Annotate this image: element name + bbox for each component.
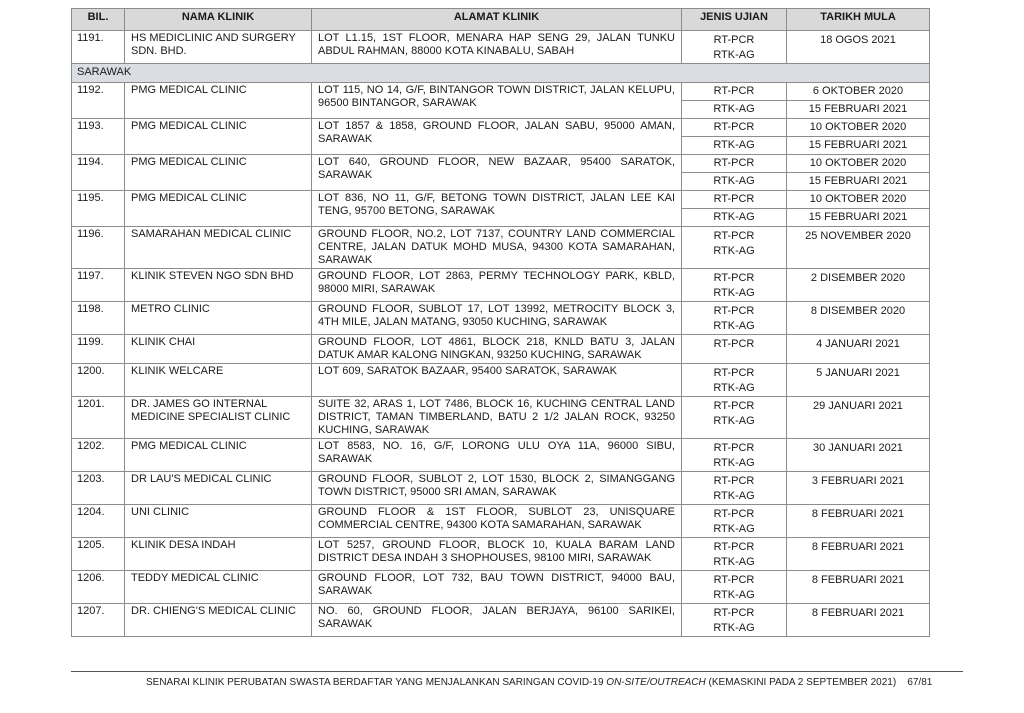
clinic-address: LOT 1857 & 1858, GROUND FLOOR, JALAN SABU, 95000 AMAN, SARAWAK xyxy=(312,119,682,155)
header-nama-klinik: NAMA KLINIK xyxy=(125,9,312,31)
test-type: RTK-AG xyxy=(713,415,755,427)
table-row xyxy=(72,119,930,155)
header-jenis-ujian: JENIS UJIAN xyxy=(682,9,787,31)
start-date: 8 DISEMBER 2020 xyxy=(810,305,906,317)
start-date: 3 FEBRUARI 2021 xyxy=(811,475,905,487)
clinic-address: LOT 609, SARATOK BAZAAR, 95400 SARATOK, SARAWAK xyxy=(312,364,682,397)
table-row xyxy=(72,269,930,302)
start-date: 8 FEBRUARI 2021 xyxy=(811,508,905,520)
start-dates xyxy=(787,505,930,538)
test-types xyxy=(682,538,787,571)
start-date: 10 OKTOBER 2020 xyxy=(809,193,907,205)
state-label: SARAWAK xyxy=(72,64,930,83)
test-type: RTK-AG xyxy=(713,382,755,394)
test-types xyxy=(682,439,787,472)
start-date: 6 OKTOBER 2020 xyxy=(812,85,904,97)
row-number: 1195. xyxy=(72,191,125,227)
clinic-address: LOT 8583, NO. 16, G/F, LORONG ULU OYA 11A, 96000 SIBU, SARAWAK xyxy=(312,439,682,472)
page-footer xyxy=(146,677,932,688)
test-type: RTK-AG xyxy=(682,208,786,226)
row-number: 1191. xyxy=(72,31,125,64)
start-dates xyxy=(787,155,930,191)
test-types xyxy=(682,472,787,505)
footer-italic-text: ON-SITE/OUTREACH xyxy=(606,677,706,688)
row-number: 1194. xyxy=(72,155,125,191)
test-type: RT-PCR xyxy=(713,121,755,133)
clinic-address: SUITE 32, ARAS 1, LOT 7486, BLOCK 16, KUCHING CENTRAL LAND DISTRICT, TAMAN TIMBERLAND, BATU 2 1/2 JALAN ROCK, 93250 KUCHING, SARAWAK xyxy=(312,397,682,439)
test-type: RT-PCR xyxy=(713,508,755,520)
start-dates xyxy=(787,191,930,227)
header-bil: BIL. xyxy=(72,9,125,31)
row-number: 1200. xyxy=(72,364,125,397)
test-type: RT-PCR xyxy=(713,367,755,379)
state-section-row xyxy=(72,64,930,83)
test-type: RTK-AG xyxy=(713,245,755,257)
start-date: 30 JANUARI 2021 xyxy=(813,442,903,454)
test-types xyxy=(682,335,787,364)
clinic-name: TEDDY MEDICAL CLINIC xyxy=(125,571,312,604)
clinic-name: HS MEDICLINIC AND SURGERY SDN. BHD. xyxy=(125,31,312,64)
start-dates xyxy=(787,269,930,302)
row-number: 1197. xyxy=(72,269,125,302)
test-types xyxy=(682,83,787,119)
start-date: 15 FEBRUARI 2021 xyxy=(787,208,929,226)
clinic-address: GROUND FLOOR, SUBLOT 2, LOT 1530, BLOCK 2, SIMANGGANG TOWN DISTRICT, 95000 SRI AMAN, SARAWAK xyxy=(312,472,682,505)
start-date: 25 NOVEMBER 2020 xyxy=(805,230,911,242)
clinic-address: GROUND FLOOR, NO.2, LOT 7137, COUNTRY LAND COMMERCIAL CENTRE, JALAN DATUK MOHD MUSA, 94300 KOTA SAMARAHAN, SARAWAK xyxy=(312,227,682,269)
clinic-address: LOT 115, NO 14, G/F, BINTANGOR TOWN DISTRICT, JALAN KELUPU, 96500 BINTANGOR, SARAWAK xyxy=(312,83,682,119)
test-types xyxy=(682,191,787,227)
test-type: RT-PCR xyxy=(713,230,755,242)
start-dates xyxy=(787,604,930,637)
clinic-name: PMG MEDICAL CLINIC xyxy=(125,155,312,191)
start-dates xyxy=(787,472,930,505)
row-number: 1207. xyxy=(72,604,125,637)
start-dates xyxy=(787,302,930,335)
table-row xyxy=(72,538,930,571)
row-number: 1199. xyxy=(72,335,125,364)
table-row xyxy=(72,472,930,505)
start-dates xyxy=(787,439,930,472)
clinic-address: NO. 60, GROUND FLOOR, JALAN BERJAYA, 96100 SARIKEI, SARAWAK xyxy=(312,604,682,637)
row-number: 1192. xyxy=(72,83,125,119)
start-date: 10 OKTOBER 2020 xyxy=(809,157,907,169)
test-type: RT-PCR xyxy=(713,442,755,454)
test-types xyxy=(682,155,787,191)
test-types xyxy=(682,227,787,269)
test-type: RT-PCR xyxy=(713,541,755,553)
start-dates xyxy=(787,538,930,571)
start-dates xyxy=(787,83,930,119)
clinic-name: PMG MEDICAL CLINIC xyxy=(125,83,312,119)
test-types xyxy=(682,119,787,155)
clinic-name: PMG MEDICAL CLINIC xyxy=(125,191,312,227)
test-type: RTK-AG xyxy=(713,622,755,634)
table-row xyxy=(72,505,930,538)
clinic-name: DR LAU'S MEDICAL CLINIC xyxy=(125,472,312,505)
test-types xyxy=(682,505,787,538)
clinic-name: DR. JAMES GO INTERNAL MEDICINE SPECIALIST CLINIC xyxy=(125,397,312,439)
table-row xyxy=(72,227,930,269)
clinic-address: GROUND FLOOR, SUBLOT 17, LOT 13992, METROCITY BLOCK 3, 4TH MILE, JALAN MATANG, 93050 KUCHING, SARAWAK xyxy=(312,302,682,335)
clinic-name: KLINIK CHAI xyxy=(125,335,312,364)
start-date: 15 FEBRUARI 2021 xyxy=(787,172,929,190)
table-row xyxy=(72,604,930,637)
test-type: RTK-AG xyxy=(682,100,786,118)
test-types xyxy=(682,302,787,335)
clinic-name: SAMARAHAN MEDICAL CLINIC xyxy=(125,227,312,269)
table-row xyxy=(72,302,930,335)
table-row xyxy=(72,439,930,472)
test-type: RT-PCR xyxy=(713,400,755,412)
test-type: RT-PCR xyxy=(713,34,755,46)
start-dates xyxy=(787,31,930,64)
test-type: RT-PCR xyxy=(713,157,755,169)
row-number: 1206. xyxy=(72,571,125,604)
test-type: RT-PCR xyxy=(713,338,755,350)
page-number: 67/81 xyxy=(907,677,933,688)
test-types xyxy=(682,269,787,302)
start-date: 18 OGOS 2021 xyxy=(820,34,896,46)
test-types xyxy=(682,397,787,439)
row-number: 1198. xyxy=(72,302,125,335)
start-date: 15 FEBRUARI 2021 xyxy=(787,136,929,154)
test-type: RTK-AG xyxy=(713,457,755,469)
start-dates xyxy=(787,335,930,364)
row-number: 1203. xyxy=(72,472,125,505)
table-row xyxy=(72,397,930,439)
clinic-address: GROUND FLOOR, LOT 2863, PERMY TECHNOLOGY PARK, KBLD, 98000 MIRI, SARAWAK xyxy=(312,269,682,302)
test-type: RTK-AG xyxy=(713,49,755,61)
start-dates xyxy=(787,397,930,439)
clinic-address: LOT 5257, GROUND FLOOR, BLOCK 10, KUALA BARAM LAND DISTRICT DESA INDAH 3 SHOPHOUSES, 98100 MIRI, SARAWAK xyxy=(312,538,682,571)
row-number: 1205. xyxy=(72,538,125,571)
clinic-name: METRO CLINIC xyxy=(125,302,312,335)
row-number: 1196. xyxy=(72,227,125,269)
table-row xyxy=(72,191,930,227)
test-type: RT-PCR xyxy=(713,85,755,97)
clinic-address: GROUND FLOOR, LOT 732, BAU TOWN DISTRICT, 94000 BAU, SARAWAK xyxy=(312,571,682,604)
table-row xyxy=(72,364,930,397)
table-row xyxy=(72,155,930,191)
clinic-name: PMG MEDICAL CLINIC xyxy=(125,439,312,472)
test-types xyxy=(682,604,787,637)
start-date: 8 FEBRUARI 2021 xyxy=(811,574,905,586)
test-types xyxy=(682,571,787,604)
clinic-address: LOT 640, GROUND FLOOR, NEW BAZAAR, 95400 SARATOK, SARAWAK xyxy=(312,155,682,191)
row-number: 1193. xyxy=(72,119,125,155)
test-type: RTK-AG xyxy=(713,490,755,502)
header-tarikh-mula: TARIKH MULA xyxy=(787,9,930,31)
clinic-name: DR. CHIENG'S MEDICAL CLINIC xyxy=(125,604,312,637)
clinic-name: KLINIK STEVEN NGO SDN BHD xyxy=(125,269,312,302)
clinic-table-body xyxy=(72,31,930,637)
row-number: 1201. xyxy=(72,397,125,439)
test-type: RTK-AG xyxy=(682,136,786,154)
footer-update-text: (KEMASKINI PADA 2 SEPTEMBER 2021) xyxy=(705,677,897,688)
test-type: RT-PCR xyxy=(713,305,755,317)
footer-text: SENARAI KLINIK PERUBATAN SWASTA BERDAFTAR YANG MENJALANKAN SARINGAN COVID-19 xyxy=(146,677,607,688)
start-date: 8 FEBRUARI 2021 xyxy=(811,607,905,619)
test-type: RT-PCR xyxy=(713,272,755,284)
table-row xyxy=(72,335,930,364)
footer-divider xyxy=(71,671,963,672)
start-dates xyxy=(787,119,930,155)
row-number: 1202. xyxy=(72,439,125,472)
clinic-address: GROUND FLOOR, LOT 4861, BLOCK 218, KNLD BATU 3, JALAN DATUK AMAR KALONG NINGKAN, 93250 KUCHING, SARAWAK xyxy=(312,335,682,364)
test-type: RTK-AG xyxy=(713,523,755,535)
start-date: 2 DISEMBER 2020 xyxy=(810,272,906,284)
clinic-address: GROUND FLOOR & 1ST FLOOR, SUBLOT 23, UNISQUARE COMMERCIAL CENTRE, 94300 KOTA SAMARAHAN, SARAWAK xyxy=(312,505,682,538)
table-row xyxy=(72,31,930,64)
start-date: 29 JANUARI 2021 xyxy=(813,400,903,412)
test-type: RTK-AG xyxy=(713,556,755,568)
test-type: RTK-AG xyxy=(713,287,755,299)
start-dates xyxy=(787,571,930,604)
clinic-name: UNI CLINIC xyxy=(125,505,312,538)
header-alamat-klinik: ALAMAT KLINIK xyxy=(312,9,682,31)
clinic-address: LOT 836, NO 11, G/F, BETONG TOWN DISTRICT, JALAN LEE KAI TENG, 95700 BETONG, SARAWAK xyxy=(312,191,682,227)
start-dates xyxy=(787,227,930,269)
table-row xyxy=(72,571,930,604)
clinic-table xyxy=(71,8,930,637)
clinic-name: KLINIK DESA INDAH xyxy=(125,538,312,571)
start-dates xyxy=(787,364,930,397)
test-type: RT-PCR xyxy=(713,607,755,619)
clinic-name: PMG MEDICAL CLINIC xyxy=(125,119,312,155)
start-date: 15 FEBRUARI 2021 xyxy=(787,100,929,118)
test-type: RT-PCR xyxy=(713,574,755,586)
test-types xyxy=(682,364,787,397)
test-type: RT-PCR xyxy=(713,193,755,205)
test-type: RTK-AG xyxy=(713,589,755,601)
start-date: 8 FEBRUARI 2021 xyxy=(811,541,905,553)
clinic-name: KLINIK WELCARE xyxy=(125,364,312,397)
start-date: 10 OKTOBER 2020 xyxy=(809,121,907,133)
start-date: 5 JANUARI 2021 xyxy=(816,367,900,379)
test-types xyxy=(682,31,787,64)
test-type: RT-PCR xyxy=(713,475,755,487)
table-row xyxy=(72,83,930,119)
clinic-address: LOT L1.15, 1ST FLOOR, MENARA HAP SENG 29, JALAN TUNKU ABDUL RAHMAN, 88000 KOTA KINABALU, SABAH xyxy=(312,31,682,64)
test-type: RTK-AG xyxy=(682,172,786,190)
start-date: 4 JANUARI 2021 xyxy=(816,338,900,350)
row-number: 1204. xyxy=(72,505,125,538)
test-type: RTK-AG xyxy=(713,320,755,332)
table-header-row xyxy=(72,9,930,31)
